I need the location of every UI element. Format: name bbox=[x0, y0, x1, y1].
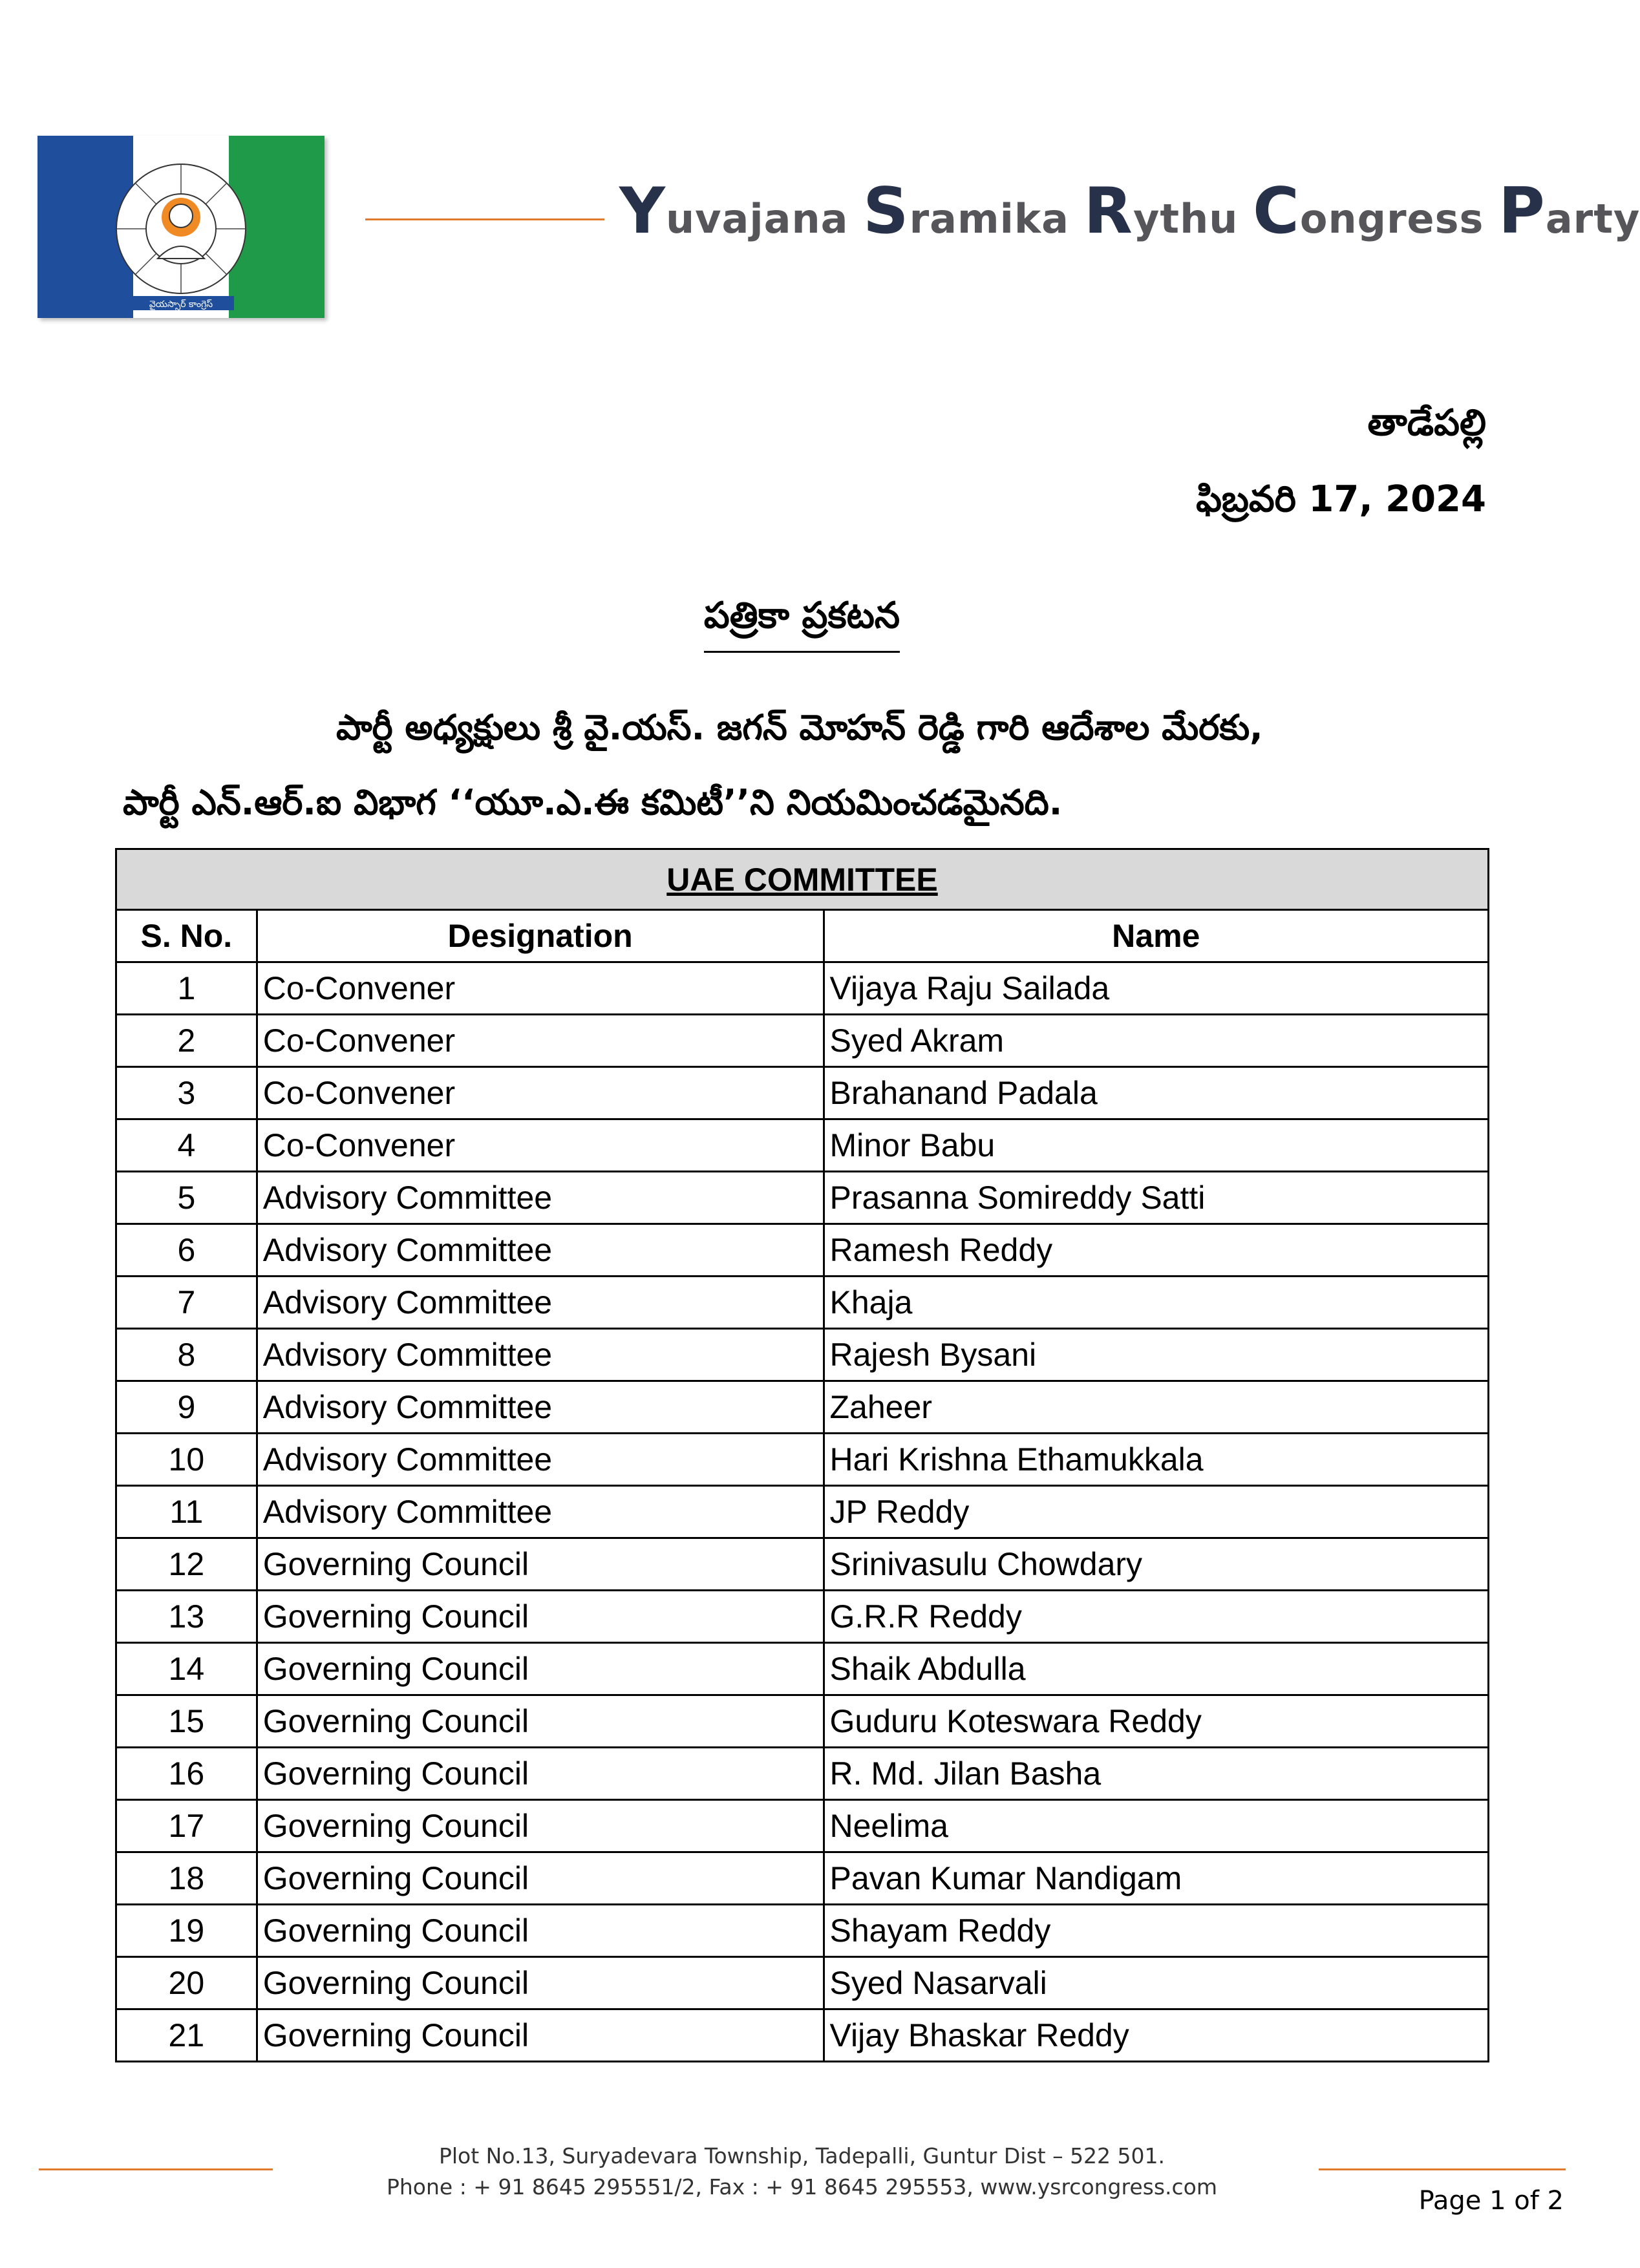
table-row bbox=[116, 2009, 1489, 2062]
cell-designation: Co-Convener bbox=[257, 962, 824, 1015]
cell-designation: Governing Council bbox=[257, 1957, 824, 2009]
cell-name: Hari Krishna Ethamukkala bbox=[824, 1434, 1488, 1486]
cell-sno: 21 bbox=[116, 2009, 257, 2062]
footer-line-1: Plot No.13, Suryadevara Township, Tadepalli, Guntur Dist – 522 501. bbox=[438, 2143, 1166, 2168]
cell-name: Pavan Kumar Nandigam bbox=[824, 1852, 1488, 1905]
cell-name: Srinivasulu Chowdary bbox=[824, 1538, 1488, 1591]
cell-name: Minor Babu bbox=[824, 1119, 1488, 1172]
table-row bbox=[116, 1015, 1489, 1067]
table-row bbox=[116, 962, 1489, 1015]
cell-designation: Advisory Committee bbox=[257, 1434, 824, 1486]
table-row bbox=[116, 1748, 1489, 1800]
table-row bbox=[116, 1486, 1489, 1538]
cell-designation: Governing Council bbox=[257, 1643, 824, 1695]
party-name bbox=[619, 175, 1640, 248]
cell-name: Neelima bbox=[824, 1800, 1488, 1852]
cell-name: Syed Akram bbox=[824, 1015, 1488, 1067]
logo-caption: వైయస్సార్ కాంగ్రెస్ bbox=[149, 299, 213, 310]
table-row bbox=[116, 1800, 1489, 1852]
cell-designation: Advisory Committee bbox=[257, 1224, 824, 1277]
cell-sno: 16 bbox=[116, 1748, 257, 1800]
cell-name: JP Reddy bbox=[824, 1486, 1488, 1538]
cell-designation: Governing Council bbox=[257, 2009, 824, 2062]
column-header-sno: S. No. bbox=[116, 910, 257, 962]
table-row bbox=[116, 1852, 1489, 1905]
place-text: తాడేపల్లి bbox=[1367, 402, 1486, 444]
table-row bbox=[116, 1434, 1489, 1486]
cell-name: Syed Nasarvali bbox=[824, 1957, 1488, 2009]
table-row bbox=[116, 1067, 1489, 1119]
table-row bbox=[116, 1381, 1489, 1434]
cell-name: Vijaya Raju Sailada bbox=[824, 962, 1488, 1015]
table-row bbox=[116, 1329, 1489, 1381]
cell-sno: 12 bbox=[116, 1538, 257, 1591]
cell-name: Prasanna Somireddy Satti bbox=[824, 1172, 1488, 1224]
paragraph-line-1: పార్టీ అధ్యక్షులు శ్రీ వై.యస్. జగన్ మోహన్ రెడ్డి గారి ఆదేశాల మేరకు, bbox=[336, 707, 1263, 748]
party-name-word: Sramika bbox=[863, 175, 1084, 248]
cell-sno: 15 bbox=[116, 1695, 257, 1748]
cell-sno: 18 bbox=[116, 1852, 257, 1905]
table-row bbox=[116, 1277, 1489, 1329]
footer-line-2: Phone : + 91 8645 295551/2, Fax : + 91 8645 295553, www.ysrcongress.com bbox=[386, 2174, 1218, 2199]
cell-designation: Governing Council bbox=[257, 1905, 824, 1957]
press-release-title: పత్రికా ప్రకటన bbox=[0, 595, 1604, 653]
date-text: ఫిబ్రవరి 17, 2024 bbox=[1196, 478, 1486, 520]
cell-sno: 8 bbox=[116, 1329, 257, 1381]
table-title-row bbox=[116, 849, 1489, 910]
cell-sno: 20 bbox=[116, 1957, 257, 2009]
paragraph-line-2: పార్టీ ఎన్.ఆర్.ఐ విభాగ ‘‘యూ.ఎ.ఈ కమిటీ’’ని నియమించడమైనది. bbox=[123, 782, 1063, 823]
cell-sno: 10 bbox=[116, 1434, 257, 1486]
table-row bbox=[116, 1538, 1489, 1591]
cell-designation: Advisory Committee bbox=[257, 1381, 824, 1434]
cell-designation: Co-Convener bbox=[257, 1067, 824, 1119]
cell-sno: 7 bbox=[116, 1277, 257, 1329]
table-title: UAE COMMITTEE bbox=[116, 849, 1489, 910]
cell-designation: Governing Council bbox=[257, 1852, 824, 1905]
footer-address bbox=[0, 2141, 1604, 2203]
party-emblem-icon bbox=[102, 162, 260, 312]
party-name-word: Congress bbox=[1252, 175, 1498, 248]
table-row bbox=[116, 1695, 1489, 1748]
cell-sno: 11 bbox=[116, 1486, 257, 1538]
cell-name: Guduru Koteswara Reddy bbox=[824, 1695, 1488, 1748]
cell-name: R. Md. Jilan Basha bbox=[824, 1748, 1488, 1800]
cell-name: Zaheer bbox=[824, 1381, 1488, 1434]
cell-sno: 13 bbox=[116, 1591, 257, 1643]
cell-designation: Advisory Committee bbox=[257, 1486, 824, 1538]
cell-designation: Advisory Committee bbox=[257, 1277, 824, 1329]
cell-sno: 6 bbox=[116, 1224, 257, 1277]
cell-name: Ramesh Reddy bbox=[824, 1224, 1488, 1277]
table-row bbox=[116, 1643, 1489, 1695]
cell-sno: 9 bbox=[116, 1381, 257, 1434]
cell-name: Khaja bbox=[824, 1277, 1488, 1329]
cell-designation: Advisory Committee bbox=[257, 1172, 824, 1224]
column-header-designation: Designation bbox=[257, 910, 824, 962]
cell-name: G.R.R Reddy bbox=[824, 1591, 1488, 1643]
cell-sno: 1 bbox=[116, 962, 257, 1015]
cell-name: Brahanand Padala bbox=[824, 1067, 1488, 1119]
cell-designation: Co-Convener bbox=[257, 1119, 824, 1172]
cell-name: Vijay Bhaskar Reddy bbox=[824, 2009, 1488, 2062]
cell-sno: 2 bbox=[116, 1015, 257, 1067]
cell-designation: Governing Council bbox=[257, 1538, 824, 1591]
column-header-name: Name bbox=[824, 910, 1488, 962]
committee-table bbox=[115, 848, 1489, 2062]
cell-name: Shayam Reddy bbox=[824, 1905, 1488, 1957]
cell-sno: 4 bbox=[116, 1119, 257, 1172]
cell-designation: Governing Council bbox=[257, 1800, 824, 1852]
table-row bbox=[116, 1224, 1489, 1277]
cell-sno: 17 bbox=[116, 1800, 257, 1852]
cell-designation: Advisory Committee bbox=[257, 1329, 824, 1381]
table-row bbox=[116, 1119, 1489, 1172]
party-name-word: Rythu bbox=[1083, 175, 1253, 248]
page-number: Page 1 of 2 bbox=[1418, 2186, 1564, 2216]
cell-name: Shaik Abdulla bbox=[824, 1643, 1488, 1695]
cell-sno: 19 bbox=[116, 1905, 257, 1957]
cell-designation: Governing Council bbox=[257, 1748, 824, 1800]
party-name-word: Party bbox=[1498, 175, 1640, 248]
cell-sno: 14 bbox=[116, 1643, 257, 1695]
cell-designation: Co-Convener bbox=[257, 1015, 824, 1067]
table-row bbox=[116, 1591, 1489, 1643]
table-row bbox=[116, 1957, 1489, 2009]
cell-designation: Governing Council bbox=[257, 1695, 824, 1748]
header-accent-line bbox=[365, 218, 604, 220]
cell-name: Rajesh Bysani bbox=[824, 1329, 1488, 1381]
party-flag-logo bbox=[37, 136, 325, 318]
cell-designation: Governing Council bbox=[257, 1591, 824, 1643]
cell-sno: 5 bbox=[116, 1172, 257, 1224]
table-row bbox=[116, 1172, 1489, 1224]
table-row bbox=[116, 1905, 1489, 1957]
party-name-word: Yuvajana bbox=[619, 175, 864, 248]
cell-sno: 3 bbox=[116, 1067, 257, 1119]
table-header-row bbox=[116, 910, 1489, 962]
